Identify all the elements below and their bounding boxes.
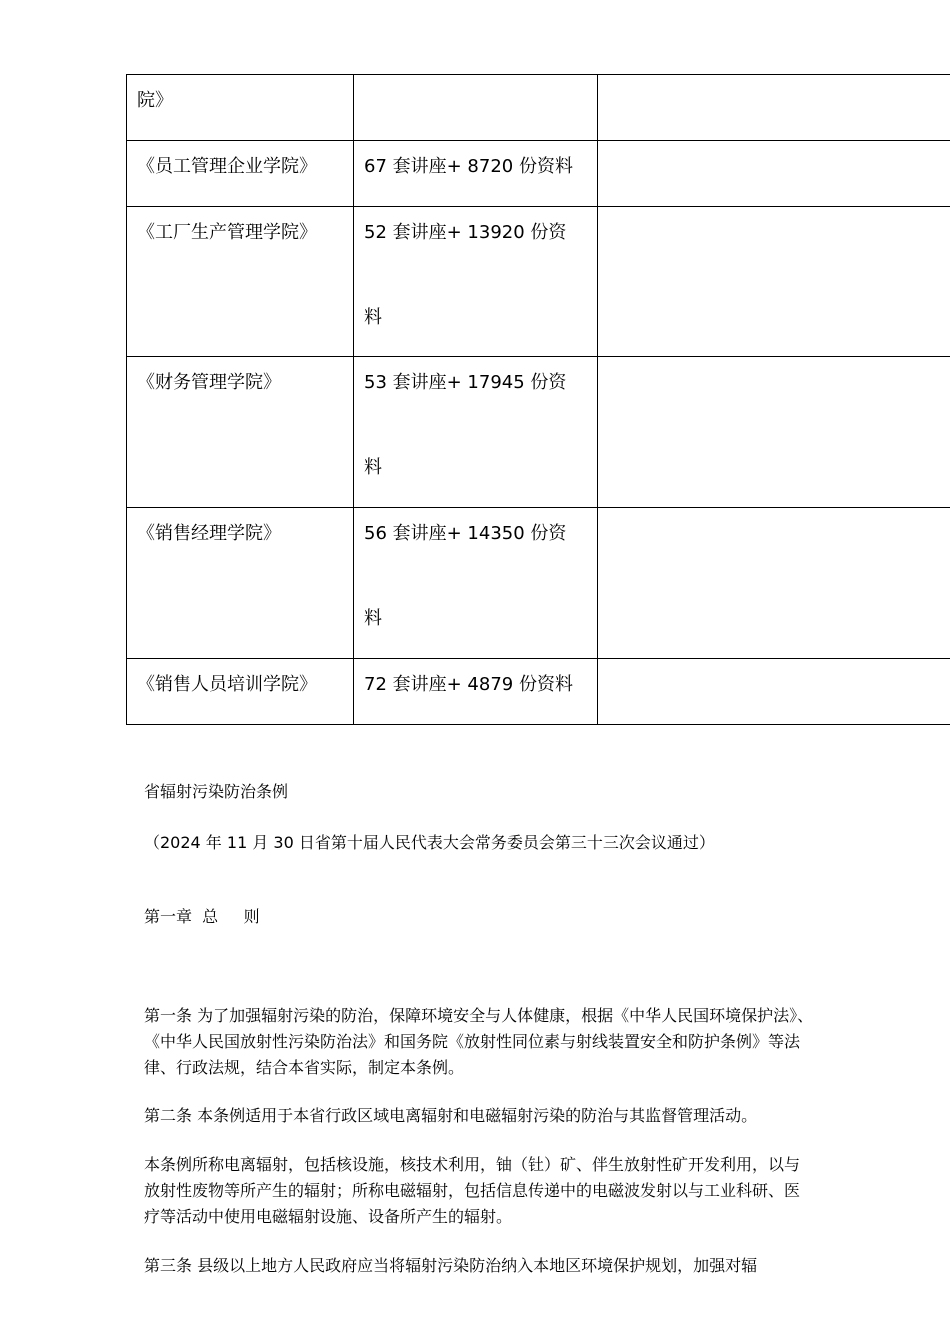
table-cell-extra <box>598 659 950 725</box>
table-cell-name: 《财务管理学院》 <box>127 357 354 508</box>
article-2: 第二条 本条例适用于本省行政区域电离辐射和电磁辐射污染的防治与其监督管理活动。 <box>144 1106 758 1125</box>
table-cell-amount <box>354 508 598 659</box>
table-cell-amount <box>354 75 598 141</box>
table-row <box>127 357 950 508</box>
table-cell-name: 《销售经理学院》 <box>127 508 354 659</box>
table-row <box>127 75 950 141</box>
table-cell-extra <box>598 357 950 508</box>
table-cell-amount: 72 套讲座+ 4879 份资料 <box>354 659 598 725</box>
table-cell-extra <box>598 75 950 141</box>
table-row <box>127 141 950 207</box>
table-cell-amount <box>354 357 598 508</box>
table-cell-amount <box>354 207 598 357</box>
regulation-subtitle: （2024 年 11 月 30 日省第十届人民代表大会常务委员会第三十三次会议通过） <box>144 833 715 852</box>
regulation-title: 省辐射污染防治条例 <box>144 782 289 801</box>
table-cell-extra <box>598 207 950 357</box>
amount-text: 56 套讲座+ 14350 份资 <box>364 523 567 544</box>
article-3: 第三条 县级以上地方人民政府应当将辐射污染防治纳入本地区环境保护规划，加强对辐 <box>144 1256 758 1275</box>
amount-text: 53 套讲座+ 17945 份资 <box>364 372 567 393</box>
amount-continuation: 料 <box>364 608 382 629</box>
article-2-definition: 本条例所称电离辐射，包括核设施，核技术利用，铀（钍）矿、伴生放射性矿开发利用，以与放射性废物等所产生的辐射；所称电磁辐射，包括信息传递中的电磁波发射以与工业科研、医疗等活动中使用电磁辐射设施、设备所产生的辐射。 <box>144 1155 801 1226</box>
table-cell-extra <box>598 508 950 659</box>
table-row <box>127 508 950 659</box>
table-cell-name: 《工厂生产管理学院》 <box>127 207 354 357</box>
amount-text: 52 套讲座+ 13920 份资 <box>364 222 567 243</box>
table-cell-name: 《销售人员培训学院》 <box>127 659 354 725</box>
table-cell-extra <box>598 141 950 207</box>
chapter-heading: 第一章 总 则 <box>144 907 260 926</box>
course-table <box>126 74 950 725</box>
table-row <box>127 207 950 357</box>
table-cell-name: 院》 <box>127 75 354 141</box>
amount-continuation: 料 <box>364 307 382 328</box>
table-cell-amount: 67 套讲座+ 8720 份资料 <box>354 141 598 207</box>
amount-continuation: 料 <box>364 457 382 478</box>
table-row <box>127 659 950 725</box>
table-cell-name: 《员工管理企业学院》 <box>127 141 354 207</box>
article-1: 第一条 为了加强辐射污染的防治，保障环境安全与人体健康，根据《中华人民国环境保护法》、《中华人民国放射性污染防治法》和国务院《放射性同位素与射线装置安全和防护条例》等法律、行政法规，结合本省实际，制定本条例。 <box>144 1006 814 1077</box>
